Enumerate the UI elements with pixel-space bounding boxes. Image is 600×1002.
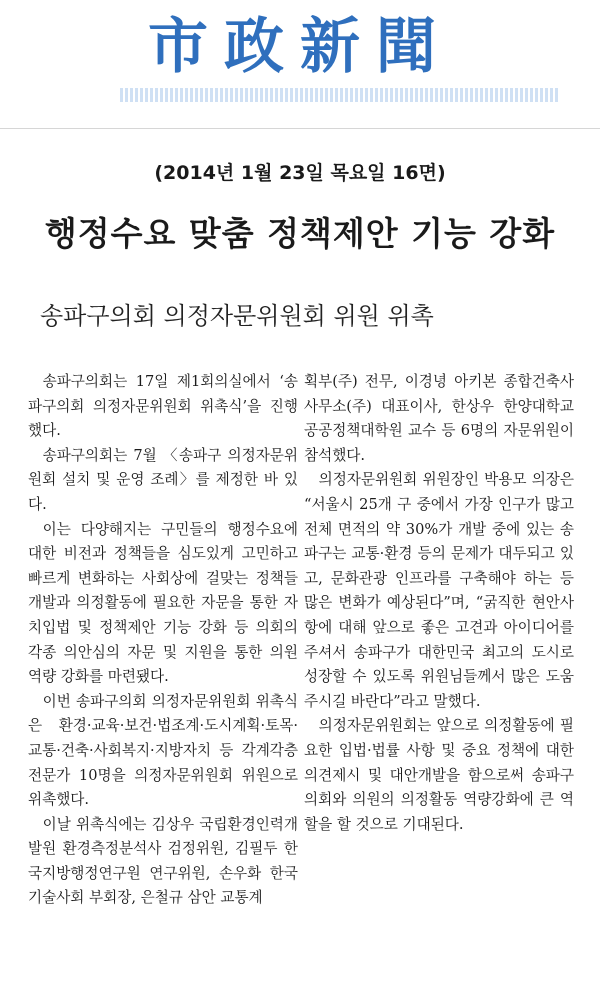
paragraph-continuation: 획부(주) 전무, 이경녕 아키본 종합건축사사무소(주) 대표이사, 한상우 한양대학교 공공정책대학원 교수 등 6명의 자문위원이 참석했다. — [304, 373, 574, 464]
masthead-title: 市政新聞 — [148, 12, 452, 82]
headline: 행정수요 맞춤 정책제안 기능 강화 — [44, 214, 556, 253]
paragraph: 이번 송파구의회 의정자문위원회 위촉식은 환경·교육·보건·법조계·도시계획·토목·교통·건축·사회복지·지방자치 등 각계각층 전문가 10명을 의정자문위원회 위원으로 위촉했다. — [28, 692, 298, 809]
dateline: (2014년 1월 23일 목요일 16면) — [154, 162, 446, 184]
paragraph: 의정자문위원회는 앞으로 의정활동에 필요한 입법·법률 사항 및 중요 정책에 대한 의견제시 및 대안개발을 함으로써 송파구의회와 의원의 의정활동 역량강화에 큰 역할을 할 것으로 기대된다. — [304, 717, 574, 833]
subheadline: 송파구의회 의정자문위원회 위원 위촉 — [40, 302, 434, 330]
paragraph: 송파구의회는 7월 〈송파구 의정자문위원회 설치 및 운영 조례〉를 제정한 바 있다. — [28, 446, 298, 513]
masthead-divider — [0, 128, 600, 129]
paragraph: 송파구의회는 17일 제1회의실에서 ‘송파구의회 의정자문위원회 위촉식’을 진행했다. — [28, 373, 298, 440]
masthead — [0, 0, 600, 130]
paragraph: 이날 위촉식에는 김상우 국립환경인력개발원 환경측정분석사 검정위원, 김필두 한국지방행정연구원 연구위원, 손우화 한국기술사회 부회장, 은철규 삼안 교통계 — [28, 815, 298, 907]
masthead-underline — [120, 88, 560, 102]
article-column-right — [304, 370, 574, 837]
paragraph: 의정자문위원회 위원장인 박용모 의장은 “서울시 25개 구 중에서 가장 인구가 많고 전체 면적의 약 30%가 개발 중에 있는 송파구는 교통·환경 등의 문제가 대두되고 있고, 문화관광 인프라를 구축해야 하는 등 많은 변화가 예상된다”며, “굵직한 현안사항에 대해 앞으로 좋은 고견과 아이디어를 주셔서 송파구가 대한민국 최고의 도시로 성장할 수 있도록 위원님들께서 많은 도움 주시길 바란다”라고 말했다. — [304, 471, 574, 710]
paragraph: 이는 다양해지는 구민들의 행정수요에 대한 비전과 정책들을 심도있게 고민하고 빠르게 변화하는 사회상에 걸맞는 정책들 개발과 의정활동에 필요한 자문을 통한 자치입법 및 정책제안 기능 강화 등 의회의 각종 의안심의 자문 및 지원을 통한 의원 역량 강화를 마련됐다. — [28, 520, 298, 686]
article-column-left — [28, 370, 298, 911]
